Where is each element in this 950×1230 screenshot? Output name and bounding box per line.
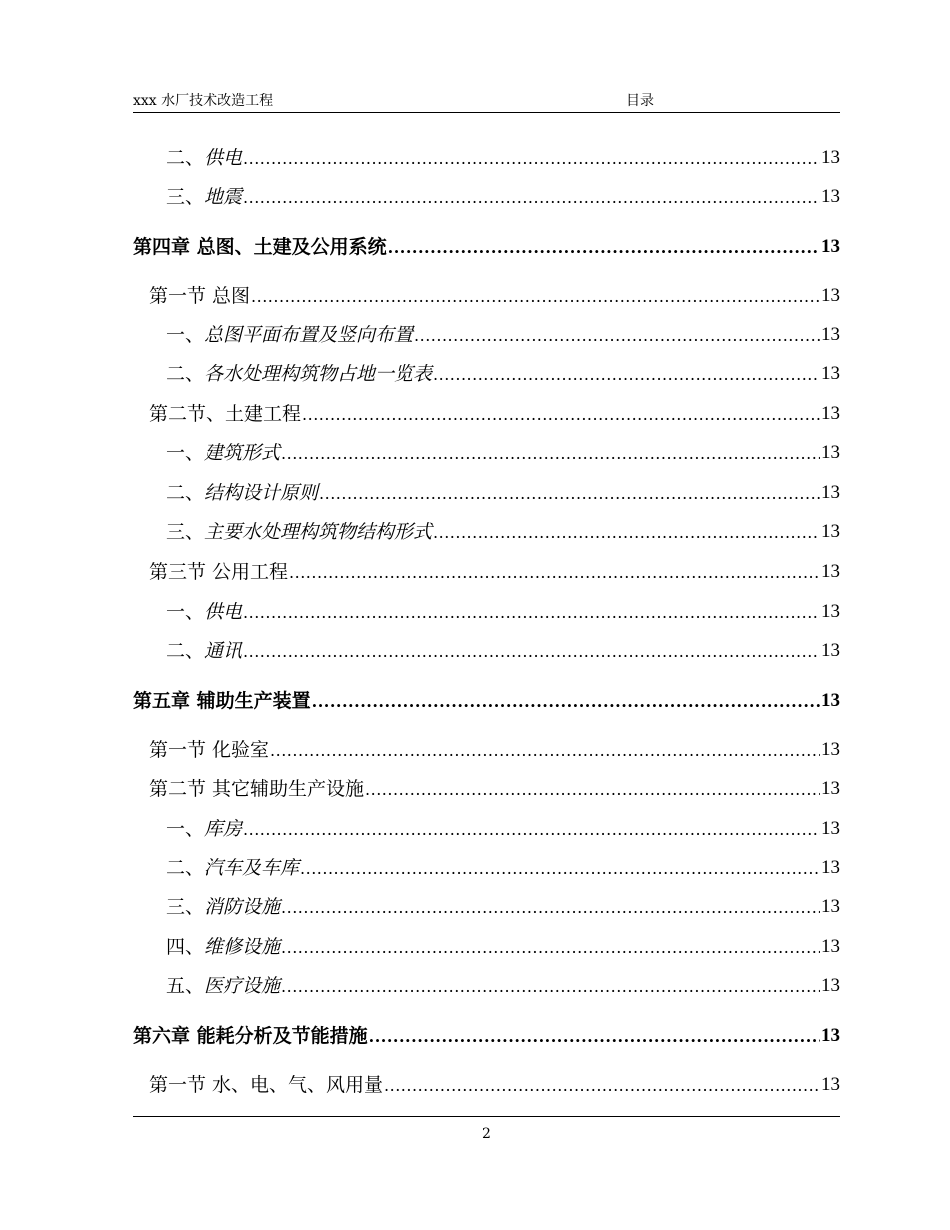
footer-page-number: 2	[482, 1126, 491, 1142]
toc-leader-dots	[414, 325, 820, 347]
toc-entry[interactable]	[133, 891, 840, 919]
toc-entry-page-number: 13	[821, 363, 840, 384]
footer-divider	[133, 1116, 840, 1117]
toc-entry-page-number: 13	[821, 403, 840, 424]
toc-entry-number: 三、	[166, 521, 205, 543]
toc-entry-number: 三、	[166, 186, 205, 208]
toc-entry[interactable]	[133, 398, 840, 426]
toc-leader-dots	[365, 779, 820, 801]
toc-leader-dots	[243, 602, 820, 624]
toc-entry[interactable]	[133, 280, 840, 308]
toc-entry-page-number: 13	[821, 778, 840, 799]
toc-entry-label: 第四章 总图、土建及公用系统	[133, 236, 387, 258]
toc-entry-label	[166, 146, 242, 170]
toc-entry-number: 一、	[166, 601, 205, 623]
toc-entry-page-number: 13	[821, 818, 840, 839]
toc-entry-number: 二、	[166, 363, 205, 385]
toc-entry-page-number: 13	[821, 857, 840, 878]
toc-entry-page-number: 13	[821, 521, 840, 542]
toc-leader-dots	[384, 1075, 820, 1097]
toc-leader-dots	[319, 483, 820, 505]
toc-entry[interactable]	[133, 852, 840, 880]
toc-entry[interactable]	[133, 556, 840, 584]
toc-leader-dots	[433, 364, 820, 386]
toc-entry[interactable]	[133, 685, 840, 713]
toc-entry-label: 第一节 总图	[149, 285, 251, 307]
toc-leader-dots	[243, 819, 820, 841]
toc-entry[interactable]	[133, 516, 840, 544]
toc-entry-text: 建筑形式	[204, 442, 281, 464]
toc-entry-page-number: 13	[821, 482, 840, 503]
toc-entry-text: 地震	[204, 186, 243, 208]
toc-entry-page-number: 13	[821, 236, 840, 257]
toc-entry[interactable]	[133, 635, 840, 663]
header-document-title: xxx 水厂技术改造工程	[133, 93, 274, 109]
toc-entry-label	[166, 817, 242, 841]
toc-entry-page-number: 13	[821, 147, 840, 168]
toc-entry-label	[166, 481, 318, 505]
toc-entry-text: 各水处理构筑物占地一览表	[204, 363, 433, 385]
toc-leader-dots	[243, 148, 820, 170]
toc-entry-page-number: 13	[821, 442, 840, 463]
toc-entry-number: 二、	[166, 640, 205, 662]
toc-entry-label	[166, 362, 432, 386]
toc-entry-label	[166, 323, 413, 347]
toc-entry-number: 一、	[166, 442, 205, 464]
toc-entry[interactable]	[133, 734, 840, 762]
toc-entry-label	[166, 600, 242, 624]
toc-entry-label	[166, 639, 242, 663]
toc-entry[interactable]	[133, 1020, 840, 1048]
toc-entry-page-number: 13	[821, 690, 840, 711]
toc-entry-text: 维修设施	[204, 936, 281, 958]
toc-entry-number: 二、	[166, 147, 205, 169]
toc-entry-text: 医疗设施	[204, 975, 281, 997]
toc-entry-text: 结构设计原则	[204, 482, 319, 504]
toc-leader-dots	[281, 937, 820, 959]
toc-leader-dots	[312, 691, 820, 713]
toc-entry-text: 供电	[204, 601, 243, 623]
toc-entry-text: 主要水处理构筑物结构形式	[204, 521, 433, 543]
toc-entry-label: 第一节 化验室	[149, 739, 270, 761]
toc-entry-page-number: 13	[821, 739, 840, 760]
header-section-title: 目录	[626, 93, 654, 109]
toc-entry-page-number: 13	[821, 285, 840, 306]
toc-entry[interactable]	[133, 813, 840, 841]
toc-entry-text: 消防设施	[204, 896, 281, 918]
toc-entry-page-number: 13	[821, 896, 840, 917]
toc-entry[interactable]	[133, 142, 840, 170]
toc-entry-number: 三、	[166, 896, 205, 918]
toc-leader-dots	[281, 976, 820, 998]
toc-entry-label	[166, 974, 280, 998]
toc-entry[interactable]	[133, 970, 840, 998]
toc-leader-dots	[289, 562, 820, 584]
toc-leader-dots	[243, 641, 820, 663]
toc-leader-dots	[300, 858, 820, 880]
toc-leader-dots	[433, 522, 820, 544]
toc-entry-label	[166, 856, 299, 880]
toc-entry-label	[166, 520, 432, 544]
toc-entry-label	[166, 185, 242, 209]
toc-leader-dots	[302, 404, 820, 426]
toc-leader-dots	[388, 237, 820, 259]
page-header	[133, 86, 840, 113]
toc-entry-number: 五、	[166, 975, 205, 997]
toc-entry-number: 四、	[166, 936, 205, 958]
toc-entry-number: 二、	[166, 857, 205, 879]
toc-entry-number: 一、	[166, 818, 205, 840]
toc-entry[interactable]	[133, 181, 840, 209]
toc-entry-number: 一、	[166, 324, 205, 346]
toc-entry[interactable]	[133, 358, 840, 386]
toc-entry[interactable]	[133, 477, 840, 505]
toc-entry-label	[166, 441, 280, 465]
toc-entry[interactable]	[133, 231, 840, 259]
toc-entry-page-number: 13	[821, 186, 840, 207]
toc-entry-page-number: 13	[821, 324, 840, 345]
toc-entry-text: 汽车及车库	[204, 857, 300, 879]
toc-leader-dots	[369, 1026, 820, 1048]
toc-entry-page-number: 13	[821, 1074, 840, 1095]
toc-entry-text: 通讯	[204, 640, 243, 662]
toc-entry[interactable]	[133, 931, 840, 959]
toc-entry-label: 第六章 能耗分析及节能措施	[133, 1025, 368, 1047]
toc-entry-page-number: 13	[821, 561, 840, 582]
toc-entry-label	[166, 895, 280, 919]
toc-entry-page-number: 13	[821, 975, 840, 996]
toc-entry-label: 第二节 其它辅助生产设施	[149, 778, 365, 800]
toc-leader-dots	[243, 187, 820, 209]
toc-entry-label: 第五章 辅助生产装置	[133, 690, 311, 712]
toc-entry-page-number: 13	[821, 601, 840, 622]
toc-leader-dots	[281, 897, 820, 919]
toc-entry-page-number: 13	[821, 640, 840, 661]
toc-entry[interactable]	[133, 1069, 840, 1097]
toc-entry-page-number: 13	[821, 1025, 840, 1046]
toc-entry-label: 第三节 公用工程	[149, 561, 289, 583]
toc-entry-text: 供电	[204, 147, 243, 169]
toc-entry[interactable]	[133, 319, 840, 347]
toc-entry[interactable]	[133, 437, 840, 465]
toc-entry-label: 第二节、土建工程	[149, 403, 302, 425]
toc-leader-dots	[251, 286, 820, 308]
toc-leader-dots	[270, 740, 820, 762]
toc-entry[interactable]	[133, 596, 840, 624]
toc-entry-text: 总图平面布置及竖向布置	[204, 324, 414, 346]
toc-leader-dots	[281, 443, 820, 465]
toc-entry[interactable]	[133, 773, 840, 801]
toc-entry-page-number: 13	[821, 936, 840, 957]
toc-entry-text: 库房	[204, 818, 243, 840]
toc-entry-number: 二、	[166, 482, 205, 504]
toc-entry-label	[166, 935, 280, 959]
toc-entry-label: 第一节 水、电、气、风用量	[149, 1074, 384, 1096]
